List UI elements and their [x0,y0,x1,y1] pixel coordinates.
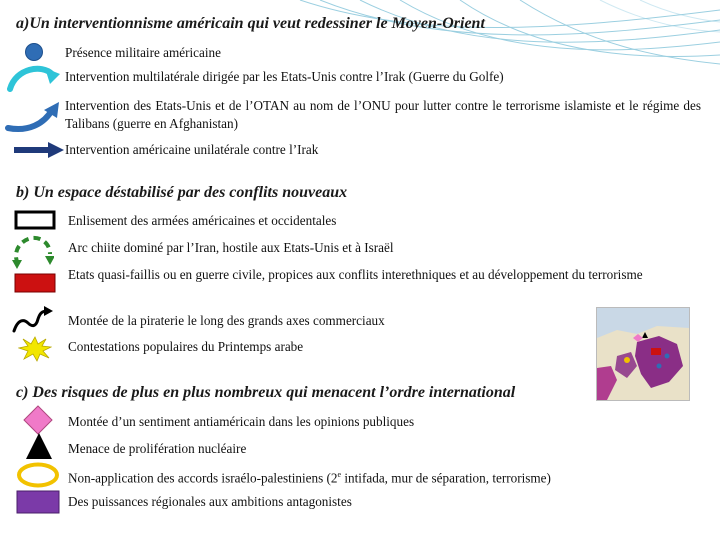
legend-arab-spring: Contestations populaires du Printemps arabe [68,339,304,354]
legend-regional-powers: Des puissances régionales aux ambitions antagonistes [68,494,352,509]
legend-israeli-palestinian-start: Non-application des accords israélo-palestiniens (2 [68,470,338,486]
rectangle-outline-icon [14,210,56,230]
nato-curved-arrow-icon [4,100,62,134]
legend-anti-americanism: Montée d’un sentiment antiaméricain dans les opinions publiques [68,414,415,429]
legend-nato-intervention: Intervention des Etats-Unis et de l’OTAN au nom de l’ONU pour lutter contre le terrorisme islamiste et le régime des Talibans (guerre en Afghanistan) [65,98,701,131]
explosion-star-icon [18,336,52,362]
failed-state-red-rectangle-icon [14,273,56,293]
legend-failed-states: Etats quasi-faillis ou en guerre civile, propices aux conflits interethniques et au développement du terrorisme [68,267,643,282]
regional-powers-purple-rectangle-icon [16,490,60,514]
legend-israeli-palestinian-end: intifada, mur de séparation, terrorisme) [341,470,551,486]
section-c-title: c) Des risques de plus en plus nombreux qui menacent l’ordre international [16,384,516,401]
military-presence-dot-icon [24,42,44,62]
multilateral-curved-arrow-icon [4,62,62,92]
legend-nuclear-proliferation: Menace de prolifération nucléaire [68,441,247,456]
conflict-yellow-ellipse-icon [16,462,60,488]
piracy-zigzag-arrow-icon [10,305,54,335]
legend-military-presence: Présence militaire américaine [65,45,221,60]
nuclear-black-triangle-icon [24,432,54,460]
legend-piracy: Montée de la piraterie le long des grands axes commerciaux [68,313,385,328]
legend-multilateral-intervention: Intervention multilatérale dirigée par les Etats-Unis contre l’Irak (Guerre du Golfe) [65,69,504,84]
middle-east-map-thumbnail [596,307,690,401]
unilateral-straight-arrow-icon [12,141,66,159]
shiite-dashed-arc-icon [10,234,54,272]
legend-israeli-palestinian [68,466,551,487]
legend-unilateral-intervention: Intervention américaine unilatérale contre l’Irak [65,142,319,157]
legend-army-quagmire: Enlisement des armées américaines et occidentales [68,213,337,228]
section-b-title: b) Un espace déstabilisé par des conflits nouveaux [16,184,348,201]
legend-israeli-palestinian-sup: e [337,470,342,479]
section-a-title: a)Un interventionnisme américain qui veut redessiner le Moyen-Orient [16,15,485,32]
legend-shiite-arc: Arc chiite dominé par l’Iran, hostile aux Etats-Unis et à Israël [68,240,394,255]
